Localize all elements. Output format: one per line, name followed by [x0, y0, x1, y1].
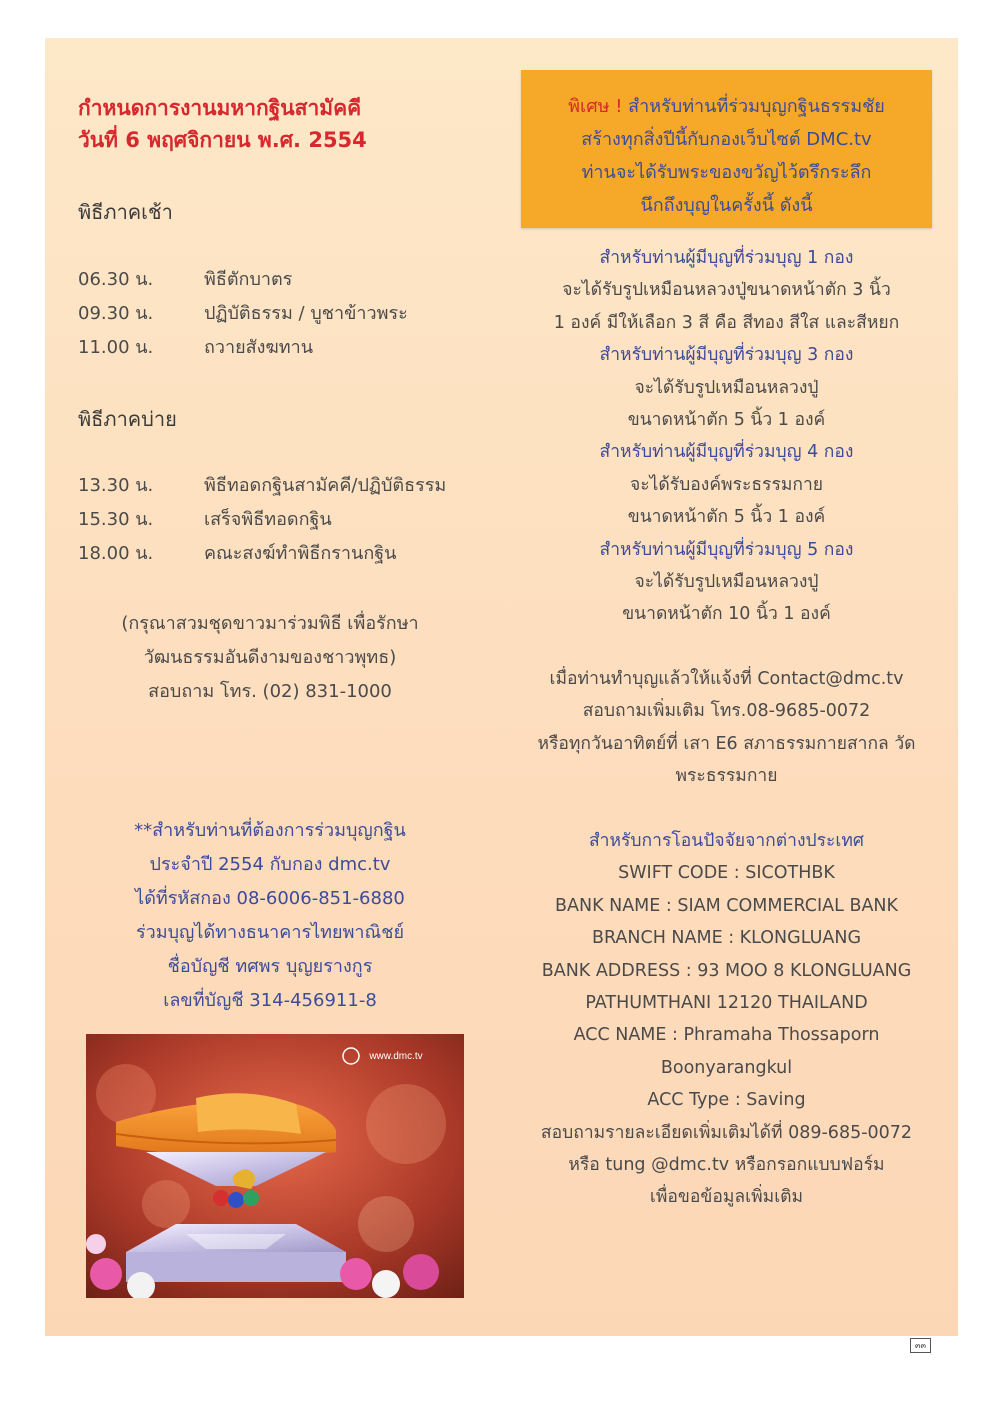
tier-heading: สำหรับท่านผู้มีบุญที่ร่วมบุญ 1 กอง [599, 248, 854, 268]
bank-line: Boonyarangkul [660, 1057, 793, 1078]
schedule-time: 18.00 น. [78, 543, 154, 564]
contact-info [521, 663, 932, 793]
tier-line: ขนาดหน้าตัก 5 นิ้ว 1 องค์ [627, 507, 826, 528]
schedule-row [78, 331, 498, 365]
bank-line: PATHUMTHANI 12120 THAILAND [585, 993, 868, 1014]
event-title-line1: กำหนดการงานมหากฐินสามัคคี [78, 96, 362, 120]
note-line: สอบถาม โทร. (02) 831-1000 [148, 681, 392, 702]
event-title-line2: วันที่ 6 พฤศจิกายน พ.ศ. 2554 [78, 128, 367, 152]
tier-line: ขนาดหน้าตัก 10 นิ้ว 1 องค์ [622, 604, 831, 625]
tier-line: จะได้รับรูปเหมือนหลวงปู่ [634, 572, 819, 593]
note-line: วัฒนธรรมอันดีงามของชาวพุทธ) [143, 647, 397, 668]
contact-line: พระธรรมกาย [675, 766, 778, 787]
donate-line: ประจำปี 2554 กับกอง dmc.tv [149, 854, 391, 875]
dmc-logo-text: www.dmc.tv [369, 1051, 423, 1062]
page-number: ๓๓ [910, 1338, 931, 1353]
schedule-row [78, 537, 498, 571]
bank-line: SWIFT CODE : SICOTHBK [618, 863, 835, 884]
bank-line: ACC Type : Saving [647, 1090, 806, 1111]
bank-line: เพื่อขอข้อมูลเพิ่มเติม [649, 1187, 804, 1208]
foreign-transfer-info [521, 825, 932, 1214]
schedule-time: 06.30 น. [78, 269, 154, 290]
bank-line: ACC NAME : Phramaha Thossaporn [573, 1025, 880, 1046]
tier-heading: สำหรับท่านผู้มีบุญที่ร่วมบุญ 3 กอง [599, 345, 854, 366]
schedule-row [78, 263, 498, 297]
contact-line: สอบถามเพิ่มเติม โทร.08-9685-0072 [582, 701, 871, 722]
tier-heading: สำหรับท่านผู้มีบุญที่ร่วมบุญ 4 กอง [599, 442, 854, 463]
schedule-row [78, 469, 498, 503]
reward-tiers [521, 242, 932, 631]
schedule-time: 13.30 น. [78, 475, 154, 496]
bank-heading: สำหรับการโอนปัจจัยจากต่างประเทศ [588, 831, 865, 851]
donate-line: **สำหรับท่านที่ต้องการร่วมบุญกฐิน [134, 820, 406, 841]
schedule-activity: พิธีตักบาตร [204, 269, 293, 290]
morning-schedule [78, 263, 498, 365]
schedule-activity: เสร็จพิธีทอดกฐิน [204, 509, 332, 530]
tier-line: จะได้รับรูปเหมือนหลวงปู่ [634, 377, 819, 398]
donate-line: เลขที่บัญชี 314-456911-8 [163, 990, 377, 1011]
bank-line: BANK NAME : SIAM COMMERCIAL BANK [555, 895, 898, 916]
donate-line: ร่วมบุญได้ทางธนาคารไทยพาณิชย์ [135, 922, 405, 943]
bank-line: สอบถามรายละเอียดเพิ่มเติมได้ที่ 089-685-0072 [540, 1122, 913, 1143]
dress-note [60, 607, 480, 709]
schedule-activity: ถวายสังฆทาน [204, 337, 314, 358]
special-line4: นึกถึงบุญในครั้งนี้ ดังนี้ [640, 195, 813, 216]
donation-info [60, 814, 480, 1018]
robe-offering-photo [86, 1034, 464, 1298]
schedule-activity: ปฏิบัติธรรม / บูชาข้าวพระ [204, 303, 408, 324]
tier-line: จะได้รับรูปเหมือนหลวงปู่ขนาดหน้าตัก 3 นิ้ว [562, 280, 891, 301]
contact-line: หรือทุกวันอาทิตย์ที่ เสา E6 สภาธรรมกายสากล วัด [537, 733, 916, 754]
note-line: (กรุณาสวมชุดขาวมาร่วมพิธี เพื่อรักษา [121, 613, 419, 634]
special-line1: สำหรับท่านที่ร่วมบุญกฐินธรรมชัย [622, 96, 885, 117]
schedule-time: 15.30 น. [78, 509, 154, 530]
morning-heading: พิธีภาคเช้า [78, 200, 173, 224]
tier-heading: สำหรับท่านผู้มีบุญที่ร่วมบุญ 5 กอง [599, 539, 854, 560]
event-title [78, 92, 367, 156]
tier-line: ขนาดหน้าตัก 5 นิ้ว 1 องค์ [627, 410, 826, 431]
schedule-row [78, 297, 498, 331]
special-offer-box [521, 70, 932, 228]
contact-line: เมื่อท่านทำบุญแล้วให้แจ้งที่ Contact@dmc.tv [549, 669, 904, 689]
tier-line: 1 องค์ มีให้เลือก 3 สี คือ สีทอง สีใส และสีหยก [553, 312, 900, 333]
schedule-activity: พิธีทอดกฐินสามัคคี/ปฏิบัติธรรม [204, 475, 447, 496]
bank-line: หรือ tung @dmc.tv หรือกรอกแบบฟอร์ม [568, 1155, 885, 1176]
flower [90, 1258, 122, 1290]
afternoon-heading: พิธีภาคบ่าย [78, 407, 177, 431]
donate-line: ได้ที่รหัสกอง 08-6006-851-6880 [135, 888, 405, 909]
special-line2: สร้างทุกสิ่งปีนี้กับกองเว็บไซต์ DMC.tv [581, 129, 872, 150]
bank-line: BRANCH NAME : KLONGLUANG [591, 928, 862, 949]
schedule-activity: คณะสงฆ์ทำพิธีกรานกฐิน [204, 543, 397, 564]
schedule-time: 11.00 น. [78, 337, 154, 358]
special-highlight: พิเศษ ! [568, 96, 623, 117]
afternoon-schedule [78, 469, 498, 571]
bank-line: BANK ADDRESS : 93 MOO 8 KLONGLUANG [541, 960, 912, 981]
schedule-time: 09.30 น. [78, 303, 154, 324]
special-line3: ท่านจะได้รับพระของขวัญไว้ตรึกระลึก [581, 162, 872, 183]
schedule-row [78, 503, 498, 537]
donate-line: ชื่อบัญชี ทศพร บุญยรางกูร [167, 956, 373, 977]
robe-offering-illustration [86, 1034, 464, 1298]
tier-line: จะได้รับองค์พระธรรมกาย [629, 474, 824, 495]
